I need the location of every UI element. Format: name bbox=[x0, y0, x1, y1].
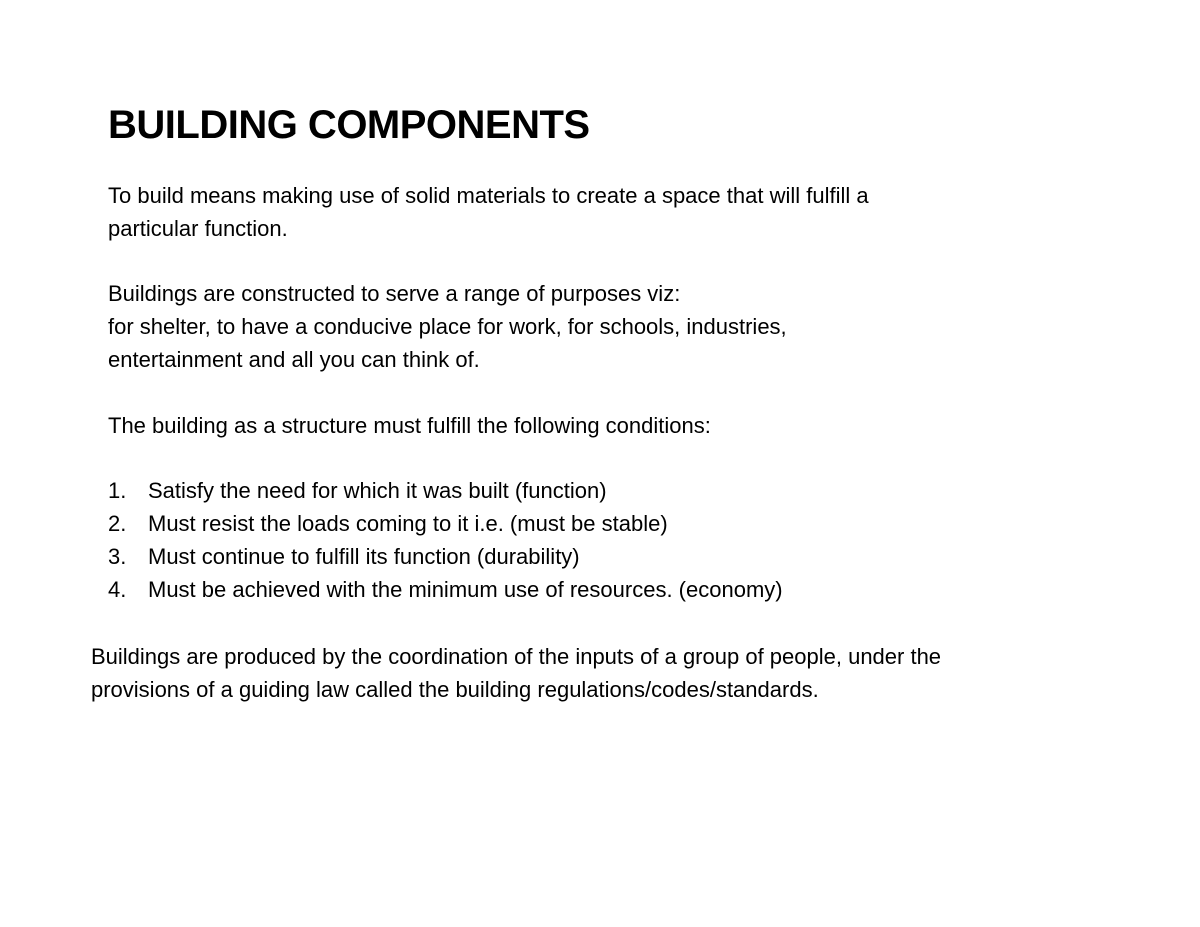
list-item-text: Must resist the loads coming to it i.e. (must be stable) bbox=[148, 510, 668, 536]
conditions-intro: The building as a structure must fulfill the following conditions: bbox=[108, 412, 711, 438]
list-item bbox=[108, 508, 1068, 541]
list-item-number: 1. bbox=[108, 478, 127, 504]
purposes-line-3: entertainment and all you can think of. bbox=[108, 346, 480, 372]
list-item-number: 2. bbox=[108, 510, 127, 536]
closing-line-1: Buildings are produced by the coordination of the inputs of a group of people, under the bbox=[91, 644, 942, 669]
purposes-line-1: Buildings are constructed to serve a range of purposes viz: bbox=[108, 281, 681, 307]
list-item bbox=[108, 541, 1068, 574]
paragraph-gap bbox=[108, 246, 1068, 279]
slide-title: BUILDING COMPONENTS bbox=[108, 103, 590, 147]
paragraph-gap bbox=[108, 377, 1068, 410]
intro-paragraph bbox=[108, 180, 1068, 246]
intro-line-1: To build means making use of solid materials to create a space that will fulfill a bbox=[108, 183, 869, 208]
closing-line-2: provisions of a guiding law called the building regulations/codes/standards. bbox=[91, 676, 819, 702]
list-item-number: 4. bbox=[108, 576, 127, 602]
purposes-paragraph bbox=[108, 278, 1068, 376]
list-item bbox=[108, 574, 1068, 607]
intro-line-2: particular function. bbox=[108, 215, 288, 241]
slide-body bbox=[108, 180, 1068, 606]
list-item-text: Must be achieved with the minimum use of resources. (economy) bbox=[148, 576, 783, 602]
list-item-text: Must continue to fulfill its function (durability) bbox=[148, 543, 580, 569]
list-item-text: Satisfy the need for which it was built (function) bbox=[148, 478, 607, 504]
list-item bbox=[108, 475, 1068, 508]
conditions-list bbox=[108, 475, 1068, 606]
list-item-number: 3. bbox=[108, 543, 127, 569]
purposes-line-2: for shelter, to have a conducive place for work, for schools, industries, bbox=[108, 314, 787, 340]
paragraph-gap bbox=[108, 442, 1068, 475]
closing-paragraph bbox=[91, 641, 1091, 707]
